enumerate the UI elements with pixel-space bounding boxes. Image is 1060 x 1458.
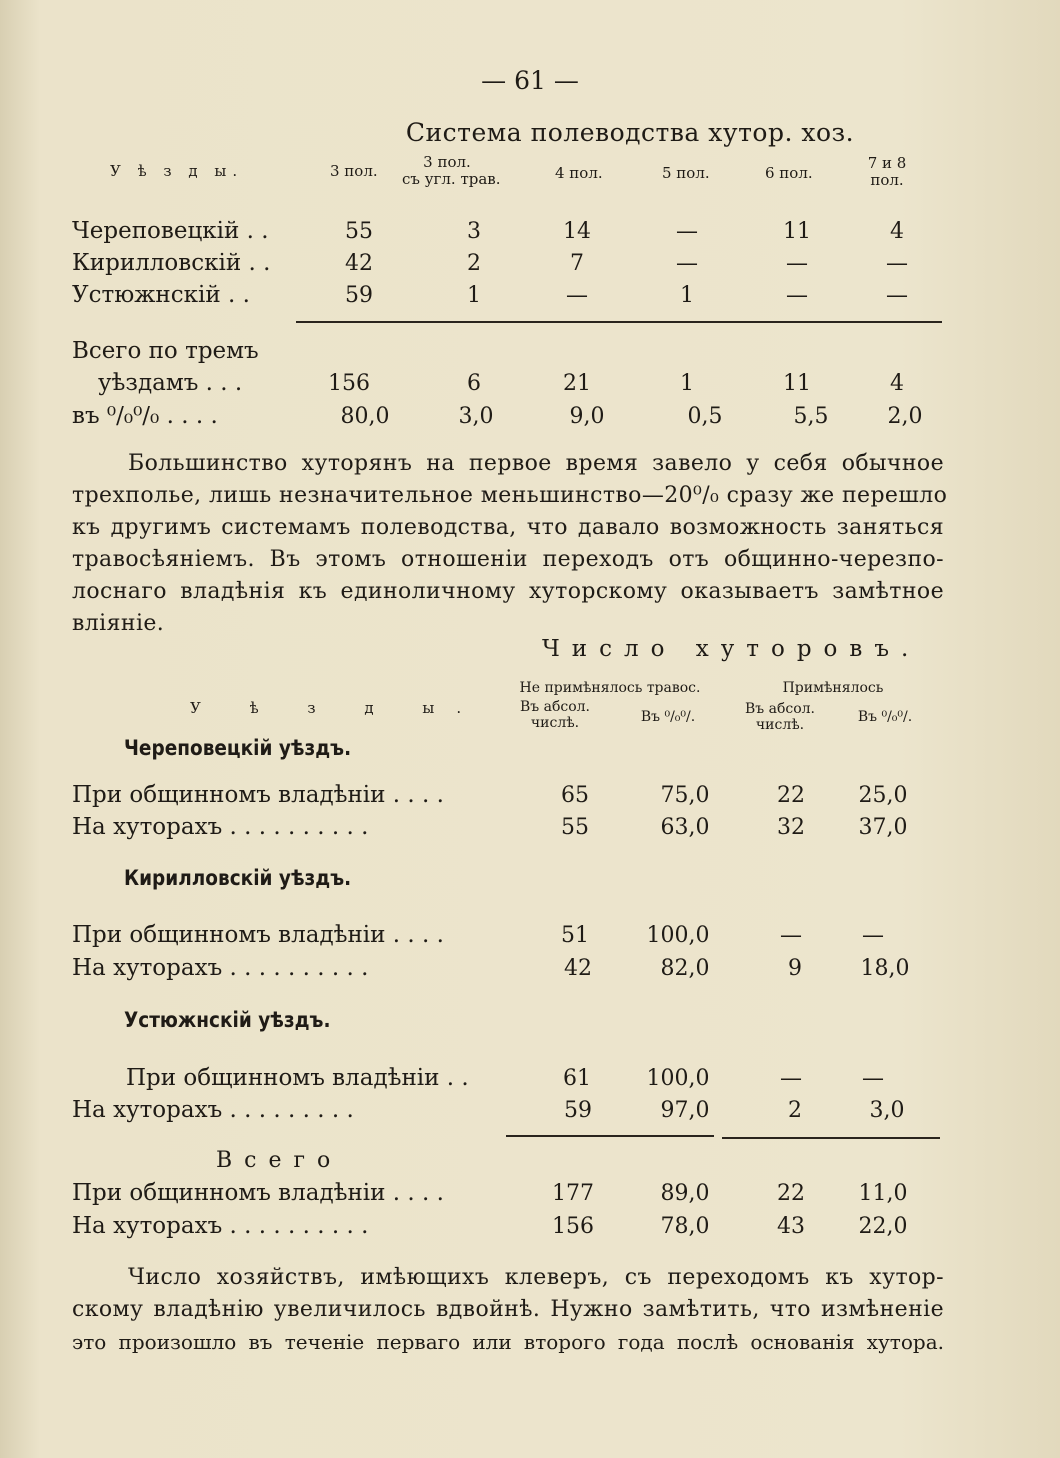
table2-row-name: При общинномъ владѣніи . . . . (72, 782, 444, 808)
table1-total-cell: 6 (467, 371, 481, 396)
table2-cell: 9 (788, 956, 802, 981)
table1-header-district: У ѣ з д ы. (110, 162, 244, 180)
table1-cell: 4 (890, 219, 904, 244)
table2-section-title: Устюжнскій уѣздъ. (124, 1008, 331, 1032)
table1-header-7-8pol-line2: пол. (870, 171, 904, 189)
table1-cell: 2 (467, 251, 481, 276)
paragraph-1-line: трехполье, лишь незначительное меньшинство—20⁰/₀ сразу же перешло (72, 483, 948, 508)
table1-cell: 11 (783, 219, 811, 244)
table1-header-6pol: 6 пол. (765, 164, 813, 182)
table2-row-name: На хуторахъ . . . . . . . . . . (72, 814, 369, 840)
paragraph-1-line: лоснаго владѣнія къ единоличному хуторскому оказываетъ замѣтное (72, 579, 944, 604)
paragraph-1 (72, 448, 948, 640)
table1-total-cell: 4 (890, 371, 904, 396)
table1-header-3pol-grass (402, 153, 501, 188)
table2-cell: 18,0 (860, 956, 910, 981)
table1-pct-cell: 80,0 (340, 404, 390, 429)
table1-cell: — (886, 251, 908, 276)
table2-header-abs-2 (730, 701, 830, 733)
table1-row-name: Череповецкій . . (72, 218, 269, 244)
table2-total-cell: 11,0 (858, 1181, 908, 1206)
table2-header-abs-1-line1: Въ абсол. (519, 699, 591, 715)
table1-cell: — (786, 251, 808, 276)
table2-cell: 63,0 (660, 815, 710, 840)
table1-cell: — (676, 219, 698, 244)
table1-cell: 14 (563, 219, 591, 244)
table2-header-abs-1-line2: числѣ. (530, 715, 580, 731)
table1-cell: 55 (345, 219, 373, 244)
table2-total-cell: 89,0 (660, 1181, 710, 1206)
paragraph-1-line: травосѣяніемъ. Въ этомъ отношеніи переходъ отъ общинно-черезпо- (72, 547, 944, 572)
table1-pct-cell: 2,0 (887, 404, 923, 429)
table2-cell: 75,0 (660, 783, 710, 808)
table2-cell: — (862, 923, 884, 948)
table1-pct-cell: 3,0 (458, 404, 494, 429)
table2-cell: 97,0 (660, 1098, 710, 1123)
table2-header-pct-2: Въ ⁰/₀⁰/. (857, 709, 913, 725)
table1-total-label-line2: уѣздамъ . . . (98, 370, 243, 396)
table2-total-row-name: При общинномъ владѣніи . . . . (72, 1180, 444, 1206)
table2-cell: 55 (561, 815, 589, 840)
table2-cell: 42 (564, 956, 592, 981)
table1-pct-cell: 9,0 (569, 404, 605, 429)
table2-total-cell: 22 (777, 1181, 805, 1206)
table2-total-cell: 43 (777, 1214, 805, 1239)
table2-total-title: Всего (216, 1148, 343, 1173)
table2-header-district: У ѣ з д ы. (190, 699, 484, 717)
table2-section-title: Череповецкій уѣздъ. (124, 736, 352, 760)
table1-cell: 3 (467, 219, 481, 244)
paragraph-1-line: Большинство хуторянъ на первое время завело у себя обычное (128, 451, 944, 476)
paragraph-2-line: это произошло въ теченіе перваго или второго года послѣ основанія хутора. (72, 1330, 944, 1354)
table1-header-4pol: 4 пол. (555, 164, 603, 182)
table1-header-7-8pol (862, 155, 912, 189)
table1-row-name: Устюжнскій . . (72, 282, 250, 308)
table2-cell: 59 (564, 1098, 592, 1123)
table2-cell: 2 (788, 1098, 802, 1123)
table2-header-abs-2-line2: числѣ. (755, 717, 805, 733)
table1-cell: 42 (345, 251, 373, 276)
table1-cell: 7 (570, 251, 584, 276)
table1-cell: 59 (345, 283, 373, 308)
table2-cell: 100,0 (646, 1066, 710, 1091)
table2-cell: — (780, 923, 802, 948)
table1-pct-label: въ ⁰/₀⁰/₀ . . . . (72, 403, 218, 429)
table2-row-name: На хуторахъ . . . . . . . . . (72, 1097, 354, 1123)
table1-header-3pol: 3 пол. (330, 162, 378, 180)
table1-total-rule (296, 321, 942, 323)
table1-cell: — (676, 251, 698, 276)
paragraph-2-line: скому владѣнію увеличилось вдвойнѣ. Нужно замѣтить, что измѣненіе (72, 1297, 944, 1322)
table2-row-name: При общинномъ владѣніи . . . . (72, 922, 444, 948)
table1-pct-cell: 5,5 (793, 404, 829, 429)
paragraph-2 (72, 1262, 944, 1358)
table2-total-rule-right (722, 1137, 940, 1139)
table1-title: Система полеводства хутор. хоз. (405, 118, 855, 147)
table1-total-cell: 156 (328, 371, 370, 396)
table2-cell: 3,0 (869, 1098, 905, 1123)
table2-total-cell: 78,0 (660, 1214, 710, 1239)
paragraph-1-line: вліяніе. (72, 611, 165, 636)
table2-cell: 22 (777, 783, 805, 808)
table2-total-cell: 22,0 (858, 1214, 908, 1239)
table2-cell: 25,0 (858, 783, 908, 808)
table2-cell: 100,0 (646, 923, 710, 948)
table2-section-title: Кирилловскій уѣздъ. (124, 866, 352, 890)
table1-total-label-line1: Всего по тремъ (72, 338, 259, 364)
table2-total-rule-left (506, 1135, 714, 1137)
paragraph-1-line: къ другимъ системамъ полеводства, что давало возможность заняться (72, 515, 944, 540)
table1-total-cell: 1 (680, 371, 694, 396)
table1-header-3pol-grass-line2: съ угл. трав. (402, 170, 501, 188)
table2-header-abs-2-line1: Въ абсол. (744, 701, 816, 717)
table1-pct-cell: 0,5 (687, 404, 723, 429)
table2-cell: — (862, 1066, 884, 1091)
table2-header-group-no-grass: Не примѣнялось травос. (519, 680, 701, 696)
table1-row-name: Кирилловскій . . (72, 250, 271, 276)
table2-cell: 37,0 (858, 815, 908, 840)
table2-title: Число хуторовъ. (542, 636, 921, 662)
table1-total-cell: 11 (783, 371, 811, 396)
page-number: — 61 — (481, 66, 579, 95)
table1-cell: — (566, 283, 588, 308)
table2-cell: — (780, 1066, 802, 1091)
table1-cell: — (786, 283, 808, 308)
table2-total-cell: 156 (552, 1214, 594, 1239)
table1-header-3pol-grass-line1: 3 пол. (423, 153, 471, 171)
paragraph-2-line: Число хозяйствъ, имѣющихъ клеверъ, съ переходомъ къ хутор- (128, 1265, 944, 1290)
table1-header-7-8pol-line1: 7 и 8 (867, 154, 907, 172)
table2-row-name: На хуторахъ . . . . . . . . . . (72, 955, 369, 981)
table2-cell: 61 (563, 1066, 591, 1091)
table1-cell: — (886, 283, 908, 308)
table2-header-group-grass: Примѣнялось (782, 680, 884, 696)
table2-cell: 82,0 (660, 956, 710, 981)
table2-total-row-name: На хуторахъ . . . . . . . . . . (72, 1213, 369, 1239)
table1-cell: 1 (467, 283, 481, 308)
table2-cell: 65 (561, 783, 589, 808)
table1-header-5pol: 5 пол. (662, 164, 710, 182)
table2-total-cell: 177 (552, 1181, 594, 1206)
table2-header-abs-1 (505, 699, 605, 731)
table1-total-cell: 21 (563, 371, 591, 396)
table2-cell: 51 (561, 923, 589, 948)
table1-cell: 1 (680, 283, 694, 308)
table2-header-pct-1: Въ ⁰/₀⁰/. (640, 709, 696, 725)
table2-cell: 32 (777, 815, 805, 840)
table2-row-name: При общинномъ владѣніи . . (126, 1065, 469, 1091)
